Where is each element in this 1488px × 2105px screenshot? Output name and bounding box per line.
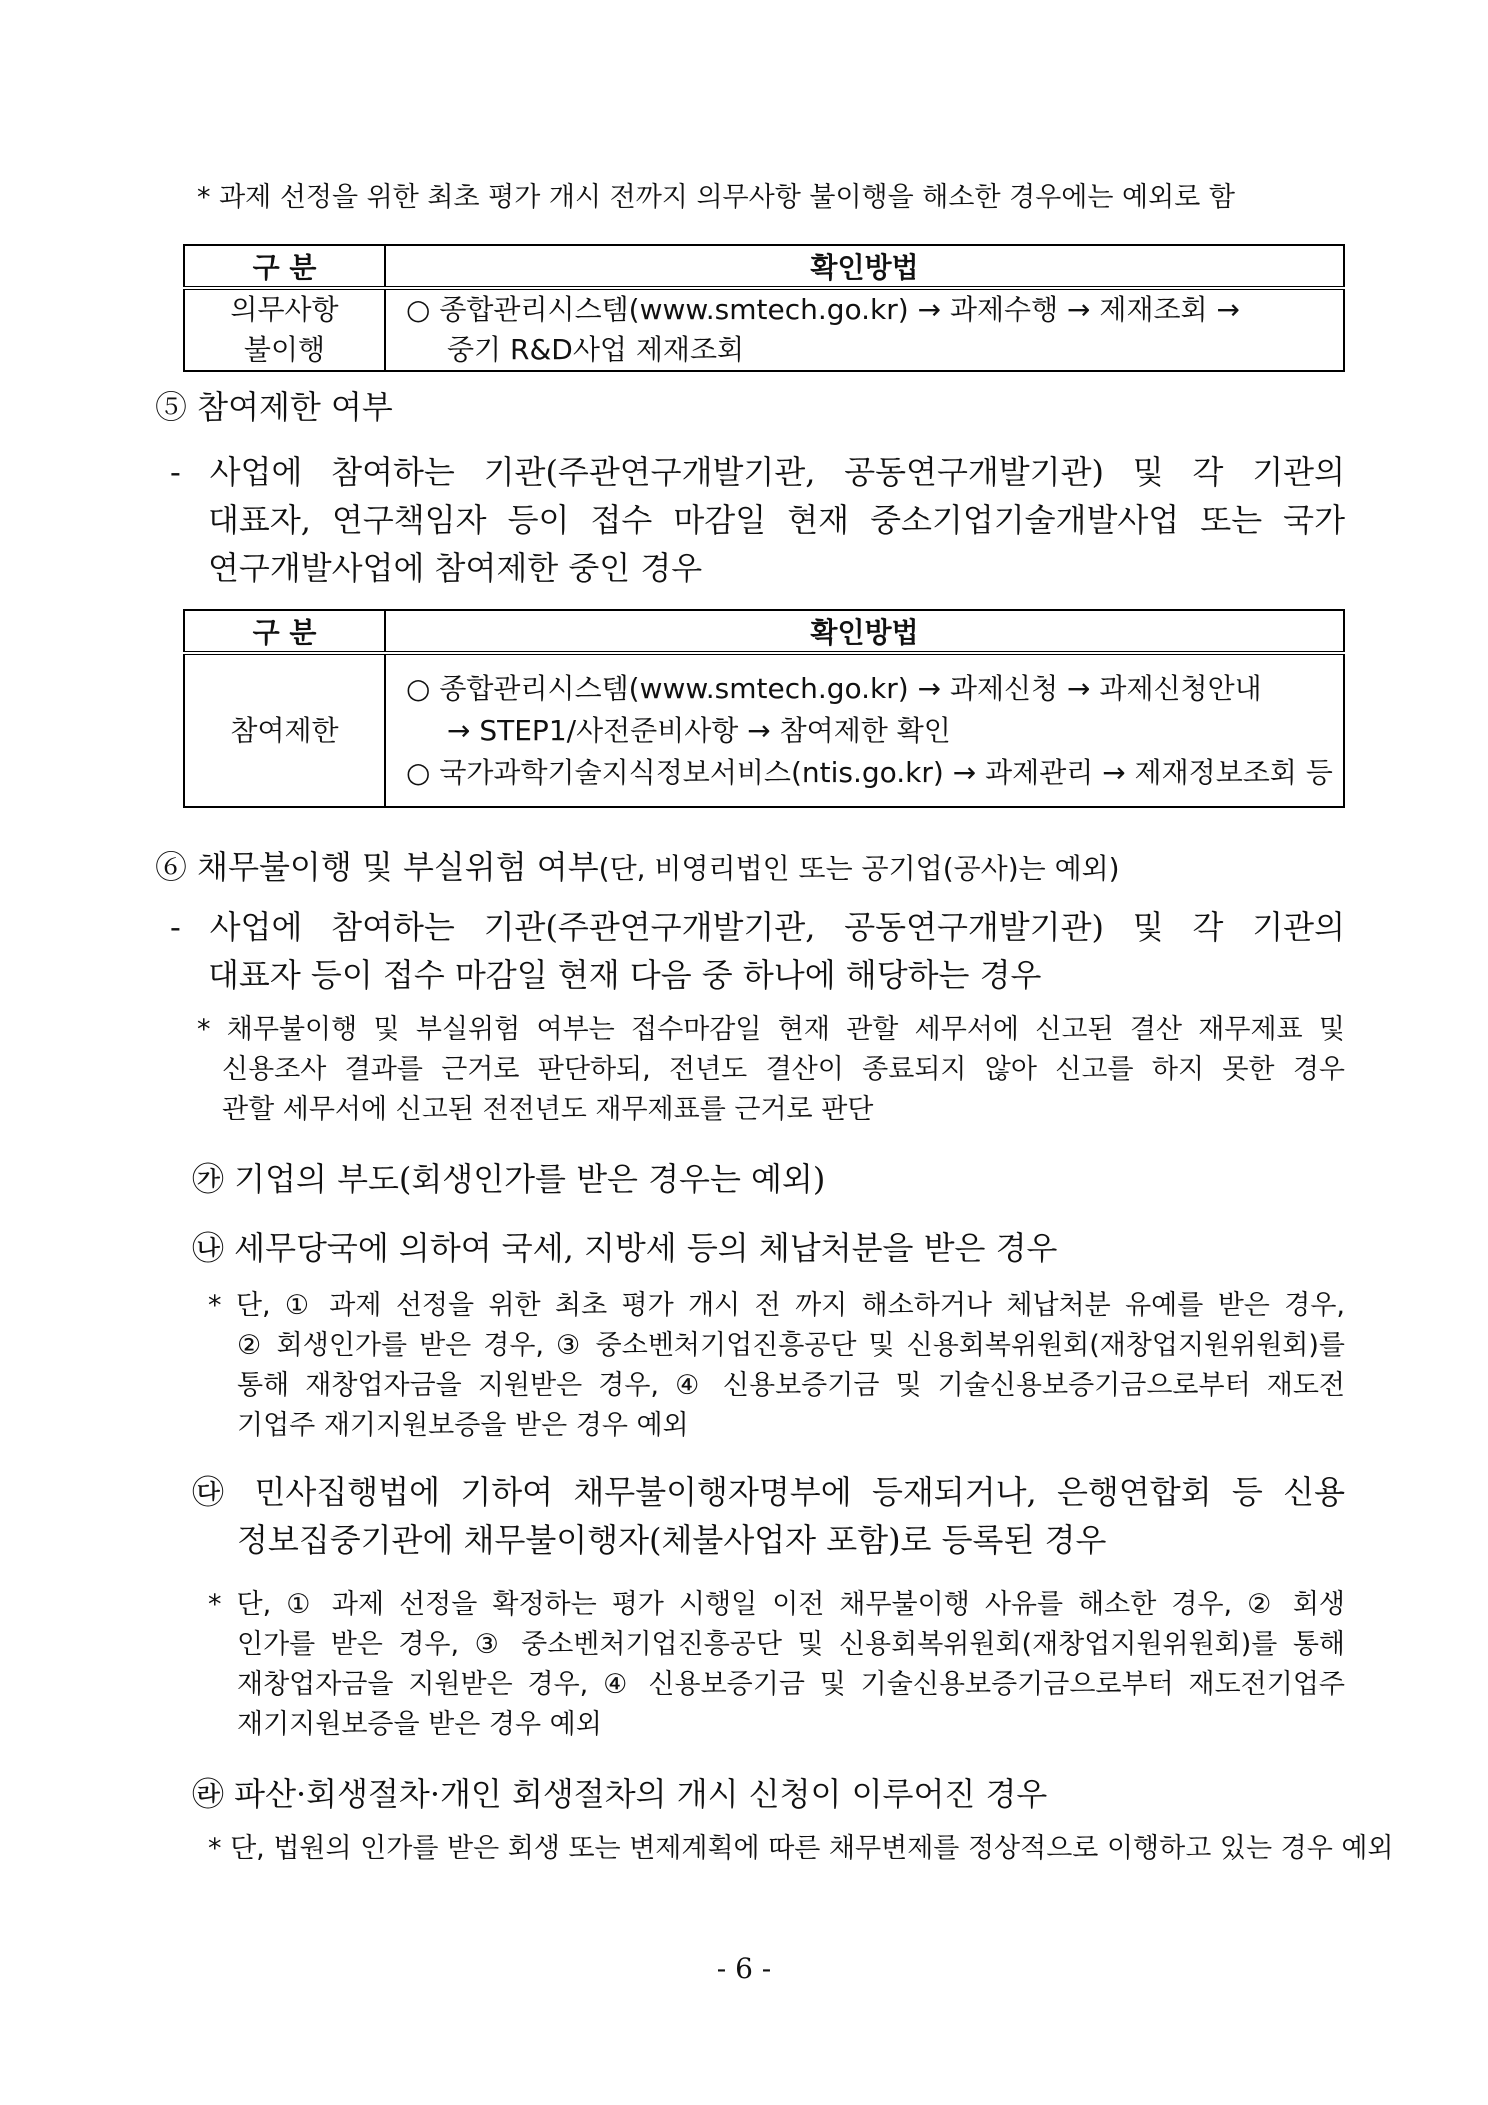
- table1-row-label: [184, 288, 385, 371]
- item-da-note-line: 인가를 받은 경우, ③ 중소벤처기업진흥공단 및 신용회복위원회(재창업지원위원회)를 통해: [237, 1629, 1345, 1660]
- table2-content-line: → STEP1/사전준비사항 → 참여제한 확인: [447, 713, 951, 747]
- item-ga: ㉮ 기업의 부도(회생인가를 받은 경우는 예외): [192, 1160, 826, 1198]
- table2-row-label: 참여제한: [184, 653, 385, 807]
- table2-content-line: ○ 국가과학기술지식정보서비스(ntis.go.kr) → 과제관리 → 제재정보조회 등: [406, 755, 1333, 789]
- section6-title-suffix: (단, 비영리법인 또는 공기업(공사)는 예외): [598, 852, 1120, 885]
- item-na-note-line: * 단, ① 과제 선정을 위한 최초 평가 개시 전 까지 해소하거나 체납처분 유예를 받은 경우,: [208, 1290, 1345, 1321]
- note-top: * 과제 선정을 위한 최초 평가 개시 전까지 의무사항 불이행을 해소한 경우에는 예외로 함: [197, 182, 1235, 213]
- item-ra: ㉱ 파산·회생절차·개인 회생절차의 개시 신청이 이루어진 경우: [192, 1775, 1048, 1813]
- table2-row-content: [385, 653, 1344, 807]
- page-number: - 6 -: [716, 1952, 772, 1985]
- table2-header-category: 구 분: [184, 610, 385, 653]
- item-da-note-line: 재창업자금을 지원받은 경우, ④ 신용보증기금 및 기술신용보증기금으로부터 재도전기업주: [237, 1669, 1345, 1700]
- section6-note-line: * 채무불이행 및 부실위험 여부는 접수마감일 현재 관할 세무서에 신고된 결산 재무제표 및: [197, 1014, 1345, 1045]
- table1-header-category: 구 분: [184, 245, 385, 288]
- item-na-note-line: ② 회생인가를 받은 경우, ③ 중소벤처기업진흥공단 및 신용회복위원회(재창업지원위원회)를: [237, 1330, 1345, 1361]
- sanction-check-table: [183, 244, 1345, 372]
- table1-content-line: ○ 종합관리시스템(www.smtech.go.kr) → 과제수행 → 제재조회 →: [406, 293, 1240, 326]
- table1-label-line: 의무사항: [230, 293, 339, 326]
- section5-title: ⑤ 참여제한 여부: [155, 388, 393, 426]
- section6-note-line: 관할 세무서에 신고된 전전년도 재무제표를 근거로 판단: [222, 1094, 874, 1125]
- section5-body-line: 연구개발사업에 참여제한 중인 경우: [208, 549, 703, 587]
- section6-body-line: 대표자 등이 접수 마감일 현재 다음 중 하나에 해당하는 경우: [208, 956, 1042, 994]
- section6-title-main: ⑥ 채무불이행 및 부실위험 여부: [155, 848, 599, 886]
- table2-header-method: 확인방법: [385, 610, 1344, 653]
- section6-body-line: - 사업에 참여하는 기관(주관연구개발기관, 공동연구개발기관) 및 각 기관의: [170, 908, 1345, 946]
- item-da-note-line: * 단, ① 과제 선정을 확정하는 평가 시행일 이전 채무불이행 사유를 해소한 경우, ② 회생: [208, 1589, 1345, 1620]
- item-na-note-line: 통해 재창업자금을 지원받은 경우, ④ 신용보증기금 및 기술신용보증기금으로부터 재도전: [237, 1370, 1345, 1401]
- table1-header-method: 확인방법: [385, 245, 1344, 288]
- item-na: ㉯ 세무당국에 의하여 국세, 지방세 등의 체납처분을 받은 경우: [192, 1229, 1058, 1267]
- table1-content-line: 중기 R&D사업 제재조회: [447, 333, 745, 366]
- item-da-note-line: 재기지원보증을 받은 경우 예외: [237, 1709, 602, 1740]
- table2-content-line: ○ 종합관리시스템(www.smtech.go.kr) → 과제신청 → 과제신청안내: [406, 671, 1262, 705]
- section6-title: [155, 845, 1120, 891]
- table1-label-line: 불이행: [243, 333, 326, 366]
- section5-body-line: 대표자, 연구책임자 등이 접수 마감일 현재 중소기업기술개발사업 또는 국가: [208, 501, 1345, 539]
- participation-limit-table: [183, 609, 1345, 808]
- section5-body-line: - 사업에 참여하는 기관(주관연구개발기관, 공동연구개발기관) 및 각 기관의: [170, 453, 1345, 491]
- section6-note-line: 신용조사 결과를 근거로 판단하되, 전년도 결산이 종료되지 않아 신고를 하지 못한 경우: [222, 1054, 1345, 1085]
- item-ra-note: * 단, 법원의 인가를 받은 회생 또는 변제계획에 따른 채무변제를 정상적으로 이행하고 있는 경우 예외: [208, 1833, 1394, 1864]
- item-da-line: 정보집중기관에 채무불이행자(체불사업자 포함)로 등록된 경우: [237, 1521, 1107, 1559]
- table1-row-content: [385, 288, 1344, 371]
- item-da-line: ㉰ 민사집행법에 기하여 채무불이행자명부에 등재되거나, 은행연합회 등 신용: [192, 1473, 1345, 1511]
- item-na-note-line: 기업주 재기지원보증을 받은 경우 예외: [237, 1410, 689, 1441]
